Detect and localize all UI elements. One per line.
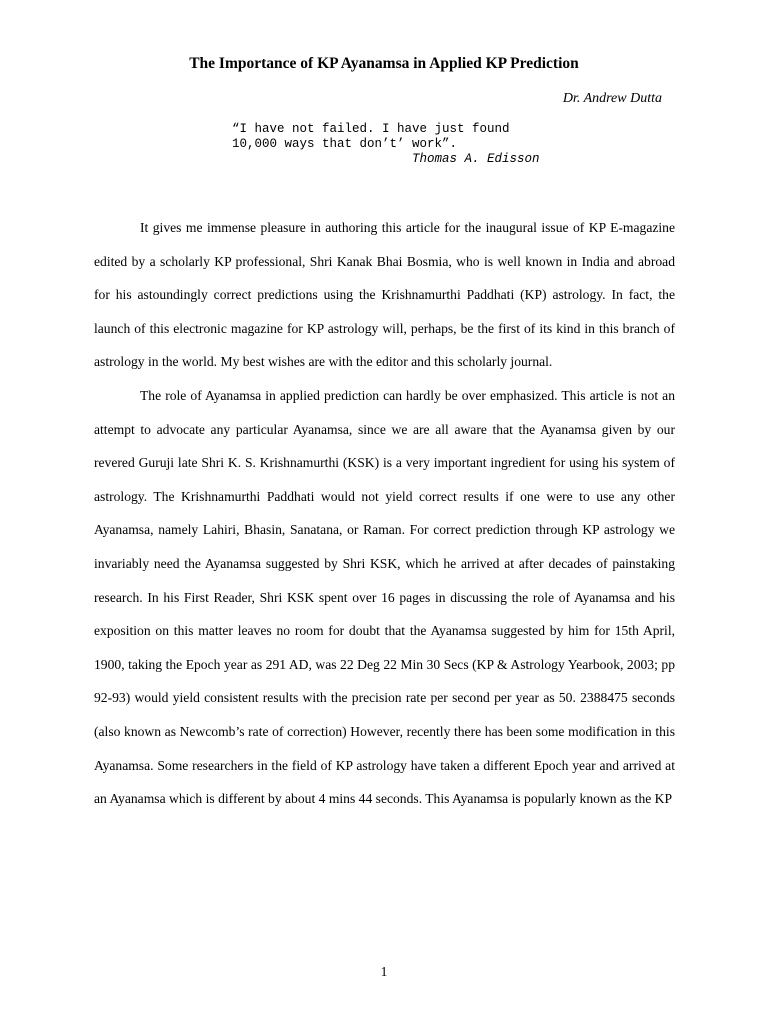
epigraph-attribution: Thomas A. Edisson bbox=[412, 152, 540, 166]
epigraph-line-2: 10,000 ways that don’t’ work”. bbox=[232, 137, 458, 151]
author-name: Dr. Andrew Dutta bbox=[562, 91, 662, 106]
paragraph-2: The role of Ayanamsa in applied prediction can hardly be over emphasized. This article is not an attempt to advocate any particular Ayanamsa, since we are all aware that the Ayanamsa given by our revered Guruji late Shri K. S. Krishnamurthi (KSK) is a very important ingredient for using his system of astrology. The Krishnamurthi Paddhati would not yield correct results if one were to use any other Ayanamsa, namely Lahiri, Bhasin, Sanatana, or Raman. For correct prediction through KP astrology we invariably need the Ayanamsa suggested by Shri KSK, which he arrived at after decades of painstaking research. In his First Reader, Shri KSK spent over 16 pages in discussing the role of Ayanamsa and his exposition on this matter leaves no room for doubt that the Ayanamsa suggested by him for 15th April, 1900, taking the Epoch year as 291 AD, was 22 Deg 22 Min 30 Secs (KP & Astrology Yearbook, 2003; pp 92-93) would yield consistent results with the precision rate per second per year as 50. 2388475 seconds (also known as Newcomb’s rate of correction) However, recently there has been some modification in this Ayanamsa. Some researchers in the field of KP astrology have taken a different Epoch year and arrived at an Ayanamsa which is different by about 4 mins 44 seconds. This Ayanamsa is popularly known as the KP bbox=[94, 387, 675, 807]
document-title: The Importance of KP Ayanamsa in Applied KP Prediction bbox=[189, 55, 579, 72]
epigraph bbox=[232, 122, 540, 167]
article-body bbox=[94, 211, 675, 816]
page-number: 1 bbox=[380, 964, 388, 979]
epigraph-line-1: “I have not failed. I have just found bbox=[232, 122, 510, 136]
paragraph-1: It gives me immense pleasure in authoring this article for the inaugural issue of KP E-magazine edited by a scholarly KP professional, Shri Kanak Bhai Bosmia, who is well known in India and abroad for his astoundingly correct predictions using the Krishnamurthi Paddhati (KP) astrology. In fact, the launch of this electronic magazine for KP astrology will, perhaps, be the first of its kind in this branch of astrology in the world. My best wishes are with the editor and this scholarly journal. bbox=[94, 220, 675, 370]
